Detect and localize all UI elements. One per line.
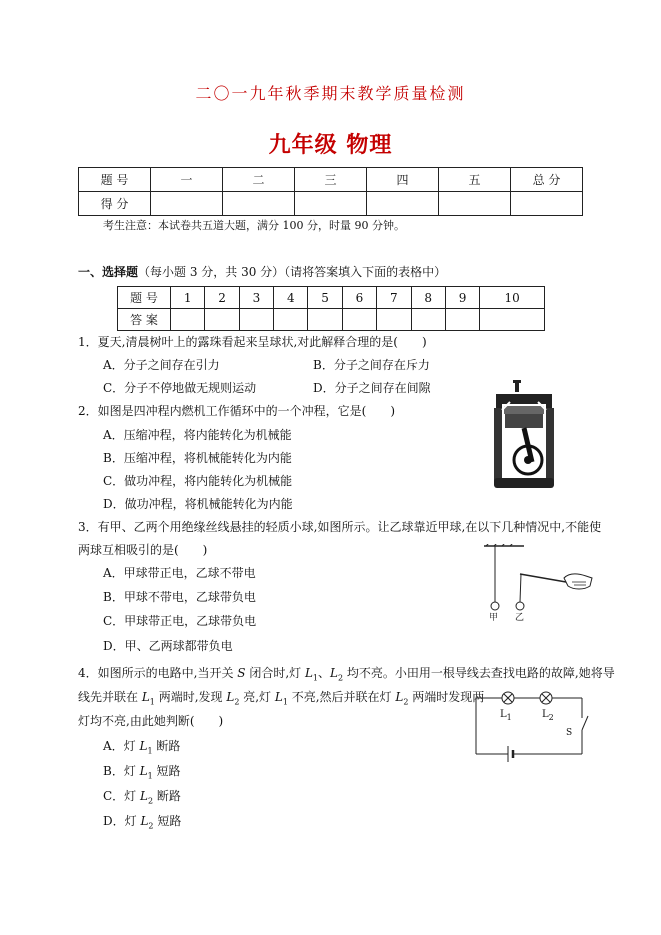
score-cell[interactable] — [439, 192, 511, 216]
score-header-cell: 五 — [439, 168, 511, 192]
score-cell[interactable] — [295, 192, 367, 216]
q2-option-a: A．压缩冲程，将内能转化为机械能 — [103, 428, 292, 442]
answer-header-cell: 7 — [377, 287, 411, 309]
answer-table — [117, 286, 545, 331]
answer-header-cell: 10 — [480, 287, 545, 309]
subject-title: 九年级 物理 — [268, 132, 393, 158]
circuit-label-l1: $L_1$ — [500, 709, 512, 722]
ball-label-jia: 甲 — [489, 613, 499, 623]
q3-option-b: B．甲球不带电，乙球带负电 — [103, 590, 256, 604]
q4-option-b: B．灯 $L_1$ 短路 — [103, 764, 181, 781]
ball-label-yi: 乙 — [515, 613, 525, 623]
answer-cell[interactable] — [377, 309, 411, 331]
answer-header-cell: 3 — [239, 287, 273, 309]
q2-option-d: D．做功冲程，将机械能转化为内能 — [103, 497, 293, 511]
answer-row-label: 答 案 — [118, 309, 171, 331]
answer-header-cell: 4 — [274, 287, 308, 309]
score-cell[interactable] — [511, 192, 583, 216]
answer-header-cell: 题 号 — [118, 287, 171, 309]
score-header-cell: 三 — [295, 168, 367, 192]
answer-cell[interactable] — [342, 309, 376, 331]
answer-header-cell: 1 — [171, 287, 205, 309]
score-cell[interactable] — [223, 192, 295, 216]
q3-option-c: C．甲球带正电，乙球带负电 — [103, 614, 257, 628]
q4-option-a: A．灯 $L_1$ 断路 — [103, 739, 181, 756]
exam-notice: 考生注意：本试卷共五道大题，满分 100 分，时量 90 分钟。 — [103, 219, 405, 232]
q4-option-c: C．灯 $L_2$ 断路 — [103, 789, 181, 806]
answer-cell[interactable] — [411, 309, 445, 331]
q1-option-a: A．分子之间存在引力 — [103, 358, 220, 372]
answer-cell[interactable] — [308, 309, 342, 331]
answer-cell[interactable] — [445, 309, 479, 331]
answer-cell[interactable] — [171, 309, 205, 331]
answer-cell[interactable] — [480, 309, 545, 331]
answer-header-cell: 9 — [445, 287, 479, 309]
q4-stem-line3: 灯均不亮,由此她判断( ) — [78, 714, 224, 728]
score-header-cell: 二 — [223, 168, 295, 192]
score-cell[interactable] — [367, 192, 439, 216]
answer-header-cell: 6 — [342, 287, 376, 309]
circuit-label-l2: $L_2$ — [542, 709, 554, 722]
section-title: 一、选择题 — [78, 265, 139, 279]
score-header-cell: 一 — [151, 168, 223, 192]
score-header-cell: 总 分 — [511, 168, 583, 192]
answer-cell[interactable] — [205, 309, 239, 331]
circuit-label-s: S — [566, 728, 573, 738]
q1-option-b: B．分子之间存在斥力 — [313, 358, 430, 372]
answer-header-cell: 8 — [411, 287, 445, 309]
q3-stem-line1: 3．有甲、乙两个用绝缘丝线悬挂的轻质小球,如图所示。让乙球靠近甲球,在以下几种情况中,不能使 — [78, 520, 602, 534]
q4-stem-line1: 4．如图所示的电路中,当开关 S 闭合时,灯 $L_1$、$L_2$ 均不亮。小田用一根导线去查找电路的故障,她将导 — [78, 666, 615, 683]
q2-option-c: C．做功冲程，将内能转化为机械能 — [103, 474, 293, 488]
score-row-label: 得 分 — [79, 192, 151, 216]
exam-title: 二〇一九年秋季期末教学质量检测 — [195, 84, 466, 103]
q2-option-b: B．压缩冲程，将机械能转化为内能 — [103, 451, 292, 465]
q3-option-d: D．甲、乙两球都带负电 — [103, 639, 233, 653]
answer-cell[interactable] — [274, 309, 308, 331]
engine-cylinder-figure — [488, 380, 560, 492]
q4-stem-line2: 线先并联在 $L_1$ 两端时,发现 $L_2$ 亮,灯 $L_1$ 不亮,然后并联在灯 $L_2$ 两端时发现两 — [78, 690, 485, 707]
section-heading — [78, 264, 446, 280]
q1-stem: 1．夏天,清晨树叶上的露珠看起来呈球状,对此解释合理的是( ) — [78, 335, 427, 349]
score-header-cell: 四 — [367, 168, 439, 192]
circuit-diagram — [474, 688, 590, 762]
answer-header-cell: 5 — [308, 287, 342, 309]
q1-option-d: D．分子之间存在间隙 — [313, 381, 431, 395]
q3-option-a: A．甲球带正电，乙球不带电 — [103, 566, 256, 580]
q1-option-c: C．分子不停地做无规则运动 — [103, 381, 257, 395]
q3-stem-line2: 两球互相吸引的是( ) — [78, 543, 208, 557]
answer-header-cell: 2 — [205, 287, 239, 309]
q4-option-d: D．灯 $L_2$ 短路 — [103, 814, 182, 831]
q2-stem: 2．如图是四冲程内燃机工作循环中的一个冲程，它是( ) — [78, 404, 396, 418]
score-table — [78, 167, 583, 216]
section-note: （每小题 3 分，共 30 分）（请将答案填入下面的表格中） — [138, 265, 447, 279]
score-header-cell: 题 号 — [79, 168, 151, 192]
answer-cell[interactable] — [239, 309, 273, 331]
score-cell[interactable] — [151, 192, 223, 216]
